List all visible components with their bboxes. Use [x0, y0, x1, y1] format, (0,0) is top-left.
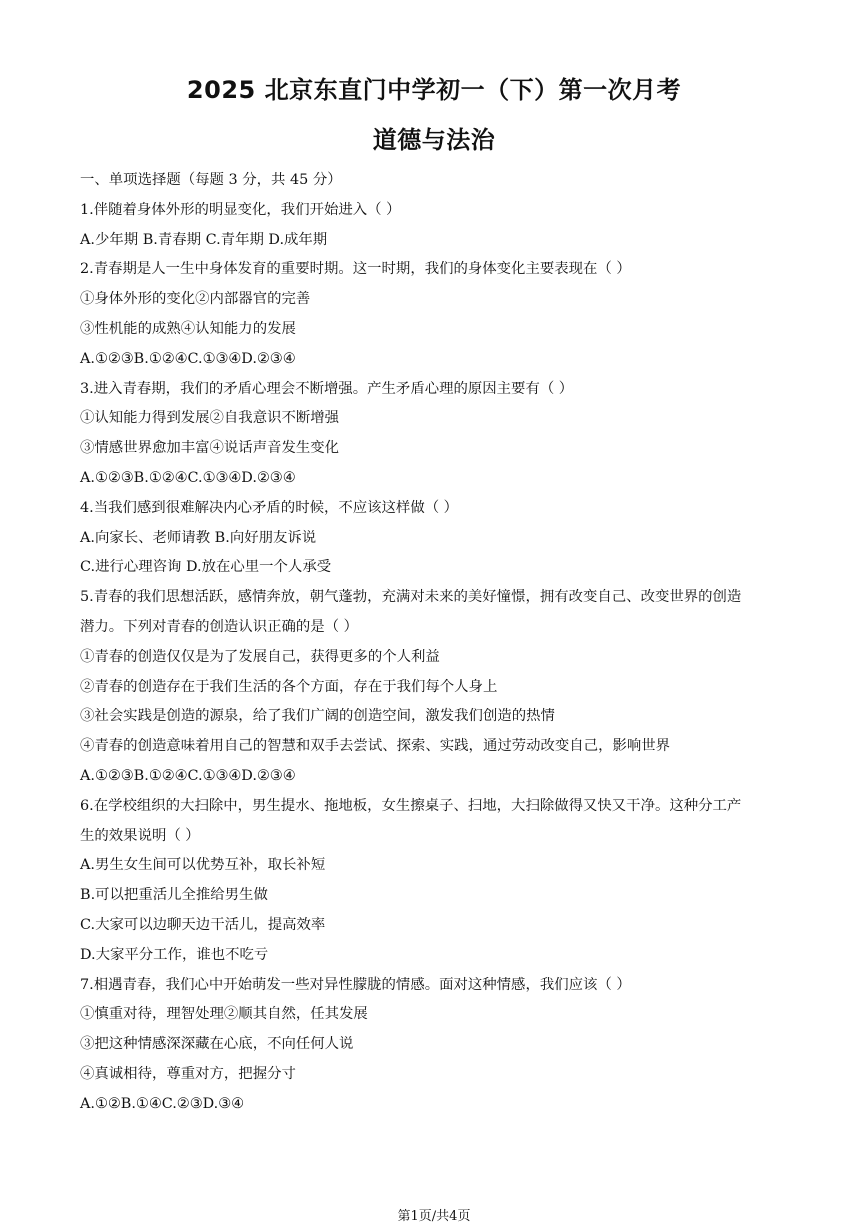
- question-3-options: A.①②③B.①②④C.①③④D.②③④: [80, 469, 296, 486]
- question-1-options: A.少年期 B.青春期 C.青年期 D.成年期: [80, 231, 328, 248]
- question-6-option-d: D.大家平分工作，谁也不吃亏: [80, 946, 269, 963]
- question-6-option-c: C.大家可以边聊天边干活儿，提高效率: [80, 916, 326, 933]
- question-1-stem: 1.伴随着身体外形的明显变化，我们开始进入（ ）: [80, 201, 401, 218]
- question-5-stem-line1: 5.青春的我们思想活跃，感情奔放，朝气蓬勃，充满对未来的美好憧憬，拥有改变自己、改变世界的创造: [80, 589, 742, 606]
- question-2-options: A.①②③B.①②④C.①③④D.②③④: [80, 350, 296, 367]
- page-number: 第1页/共4页: [397, 1209, 471, 1224]
- question-7-statement-3: ③把这种情感深深藏在心底，不向任何人说: [80, 1036, 354, 1053]
- question-3-statements-a: ①认知能力得到发展②自我意识不断增强: [80, 410, 340, 427]
- question-7-options: A.①②B.①④C.②③D.③④: [80, 1095, 244, 1112]
- question-5-options: A.①②③B.①②④C.①③④D.②③④: [80, 767, 296, 784]
- question-4-stem: 4.当我们感到很难解决内心矛盾的时候，不应该这样做（ ）: [80, 499, 459, 516]
- question-5-statement-3: ③社会实践是创造的源泉，给了我们广阔的创造空间，激发我们创造的热情: [80, 708, 555, 725]
- question-5-stem-line2: 潜力。下列对青春的创造认识正确的是（ ）: [80, 618, 358, 635]
- page-title: 2025 北京东直门中学初一（下）第一次月考: [186, 76, 682, 104]
- question-2-stem: 2.青春期是人一生中身体发育的重要时期。这一时期，我们的身体变化主要表现在（ ）: [80, 261, 631, 278]
- question-6-option-a: A.男生女生间可以优势互补，取长补短: [80, 857, 326, 874]
- question-4-options-a: A.向家长、老师请教 B.向好朋友诉说: [80, 529, 317, 546]
- question-6-stem-line2: 生的效果说明（ ）: [80, 827, 200, 844]
- question-6-stem-line1: 6.在学校组织的大扫除中，男生提水、拖地板，女生擦桌子、扫地，大扫除做得又快又干净。这种分工产: [80, 797, 742, 814]
- question-6-option-b: B.可以把重活儿全推给男生做: [80, 887, 268, 904]
- question-4-options-b: C.进行心理咨询 D.放在心里一个人承受: [80, 559, 332, 576]
- question-7-stem: 7.相遇青春，我们心中开始萌发一些对异性朦胧的情感。面对这种情感，我们应该（ ）: [80, 976, 631, 993]
- question-3-stem: 3.进入青春期，我们的矛盾心理会不断增强。产生矛盾心理的原因主要有（ ）: [80, 380, 574, 397]
- question-5-statement-1: ①青春的创造仅仅是为了发展自己，获得更多的个人利益: [80, 648, 440, 665]
- question-2-statements-b: ③性机能的成熟④认知能力的发展: [80, 320, 296, 337]
- section-heading: 一、单项选择题（每题 3 分，共 45 分）: [80, 172, 342, 188]
- question-3-statements-b: ③情感世界愈加丰富④说话声音发生变化: [80, 440, 340, 457]
- page-subtitle: 道德与法治: [372, 126, 496, 154]
- question-list: [80, 166, 792, 1120]
- question-2-statements-a: ①身体外形的变化②内部器官的完善: [80, 291, 311, 308]
- question-5-statement-4: ④青春的创造意味着用自己的智慧和双手去尝试、探索、实践，通过劳动改变自己，影响世界: [80, 738, 671, 755]
- question-7-statement-4: ④真诚相待，尊重对方，把握分寸: [80, 1065, 296, 1082]
- question-7-statements-a: ①慎重对待，理智处理②顺其自然，任其发展: [80, 1006, 368, 1023]
- question-5-statement-2: ②青春的创造存在于我们生活的各个方面，存在于我们每个人身上: [80, 678, 498, 695]
